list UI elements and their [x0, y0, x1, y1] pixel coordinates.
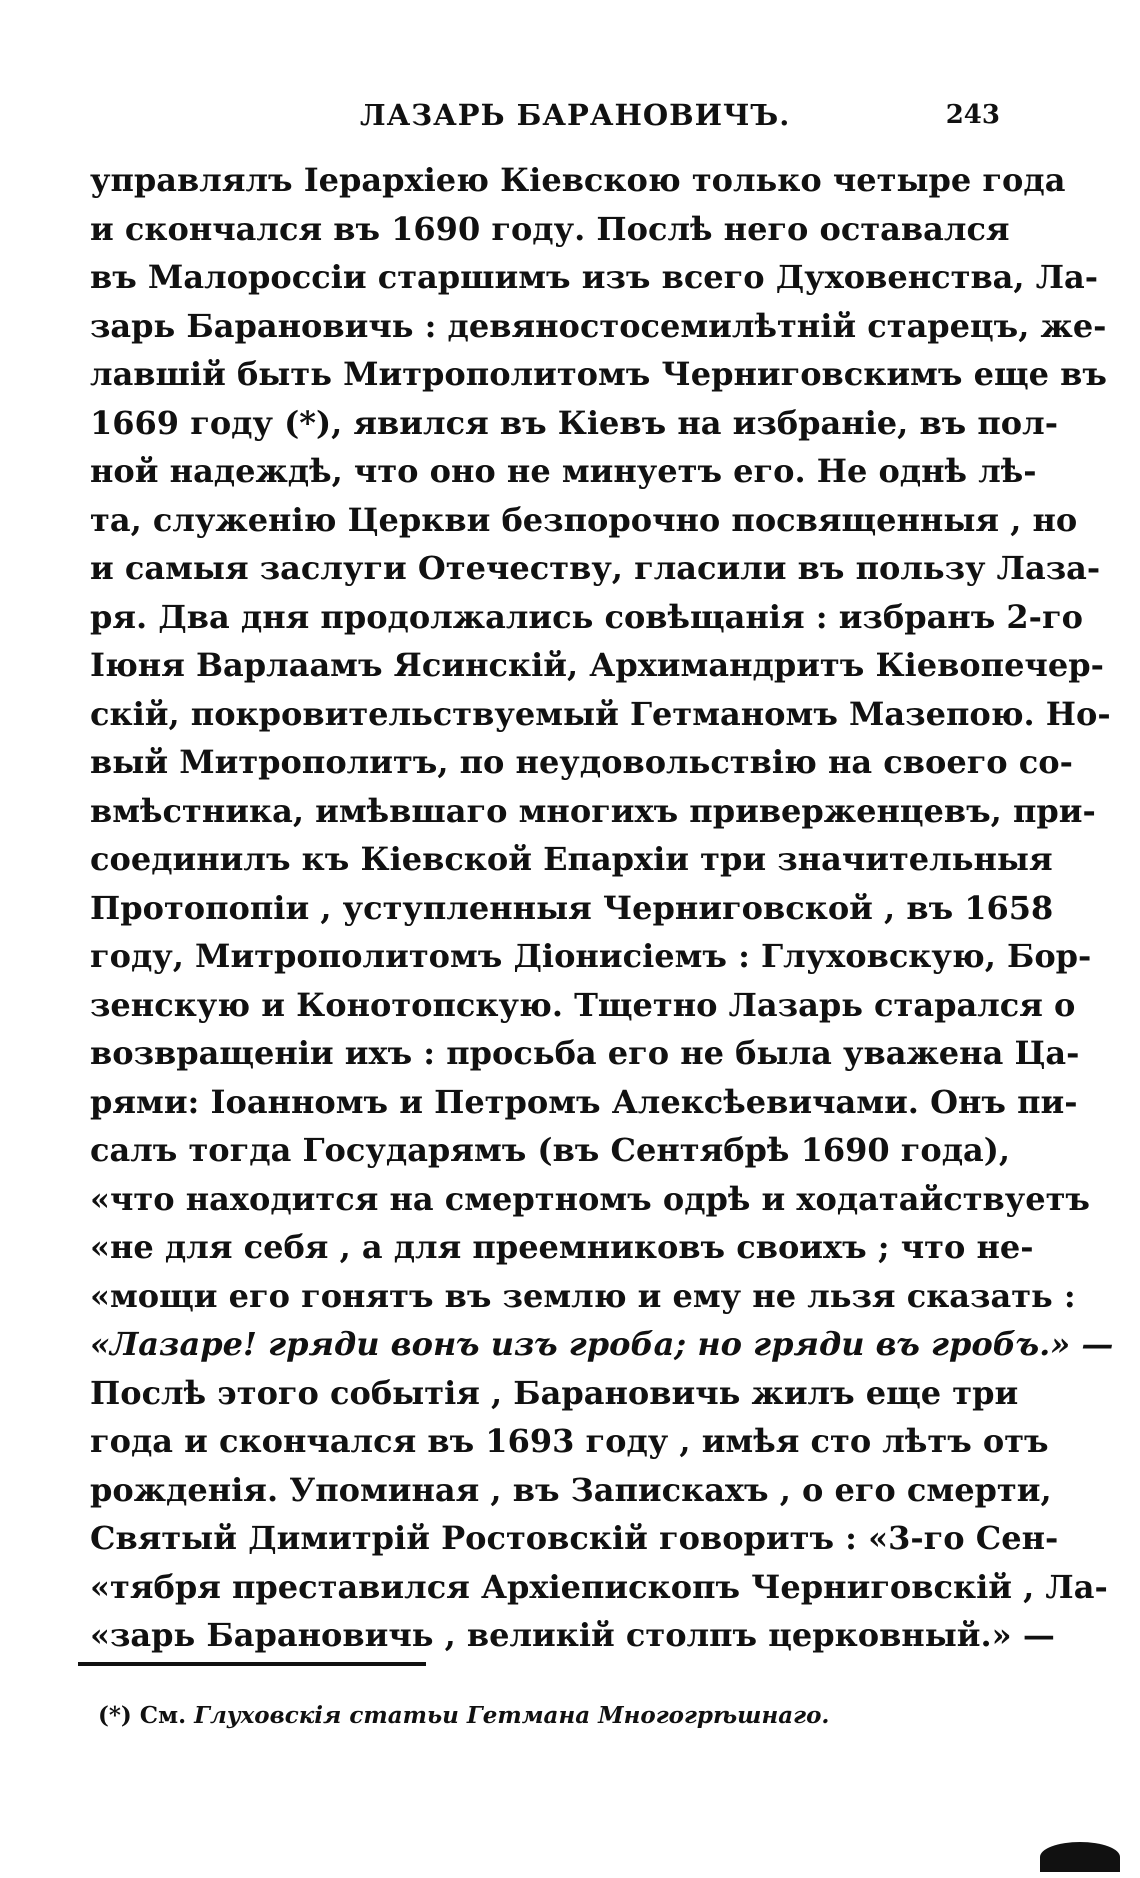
running-head: [90, 98, 1000, 138]
text-line: вый Митрополитъ, по неудовольствію на своего со-: [90, 743, 1073, 781]
text-line: Іюня Варлаамъ Ясинскій, Архимандритъ Кіевопечер-: [90, 646, 1104, 684]
text-line: скій, покровительствуемый Гетманомъ Мазепою. Но-: [90, 694, 1111, 733]
text-line: рями: Іоанномъ и Петромъ Алексѣевичами. Онъ пи-: [90, 1082, 1078, 1121]
ink-blot: [1040, 1842, 1120, 1872]
text-line: «мощи его гонятъ въ землю и ему не льзя сказать :: [90, 1276, 1076, 1315]
text-line: «что находится на смертномъ одрѣ и ходатайствуетъ: [90, 1179, 1090, 1218]
text-line: и скончался въ 1690 году. Послѣ него оставался: [90, 209, 1010, 248]
text-line: «тября преставился Архіепископъ Черниговскій , Ла-: [90, 1567, 1108, 1606]
text-line: Святый Димитрій Ростовскій говоритъ : «3-го Сен-: [90, 1519, 1059, 1557]
text-line: ря. Два дня продолжались совѣщанія : избранъ 2-го: [90, 597, 1083, 636]
body-text: [90, 156, 1114, 1660]
text-line: лавшій быть Митрополитомъ Черниговскимъ еще въ: [90, 355, 1107, 393]
text-line: году, Митрополитомъ Діонисіемъ : Глуховскую, Бор-: [90, 937, 1092, 975]
footnote-text: Глуховскія статьи Гетмана Многогрѣшнаго.: [194, 1702, 830, 1729]
text-line: соединилъ къ Кіевской Епархіи три значительныя: [90, 840, 1053, 878]
text-line: салъ тогда Государямъ (въ Сентябрѣ 1690 года),: [90, 1131, 1011, 1169]
text-line: зарь Барановичь : девяностосемилѣтній старецъ, же-: [90, 306, 1107, 345]
text-line: «зарь Барановичь , великій столпъ церковный.» —: [90, 1616, 1055, 1654]
text-line: рожденія. Упоминая , въ Запискахъ , о его смерти,: [90, 1470, 1052, 1509]
text-line: и самыя заслуги Отечеству, гласили въ пользу Лаза-: [90, 549, 1101, 587]
text-line: Послѣ этого событія , Барановичь жилъ еще три: [90, 1373, 1019, 1412]
footnote-rule: [78, 1662, 426, 1666]
page-number: 243: [945, 100, 1000, 130]
text-line-quote: «Лазаре! гряди вонъ изъ гроба; но гряди въ гробъ.» —: [90, 1325, 1114, 1363]
text-line: года и скончался въ 1693 году , имѣя сто лѣтъ отъ: [90, 1422, 1049, 1460]
text-line: 1669 году (*), явился въ Кіевъ на избраніе, въ пол-: [90, 403, 1058, 442]
text-line: въ Малороссіи старшимъ изъ всего Духовенства, Ла-: [90, 258, 1098, 296]
text-line: возвращеніи ихъ : просьба его не была уважена Ца-: [90, 1034, 1080, 1072]
text-line: Протопопіи , уступленныя Черниговской , въ 1658: [90, 888, 1054, 927]
text-line: зенскую и Конотопскую. Тщетно Лазарь старался о: [90, 985, 1076, 1024]
footnote: [98, 1702, 829, 1729]
footnote-marker: (*) См.: [98, 1702, 187, 1729]
text-line: ной надеждѣ, что оно не минуетъ его. Не однѣ лѣ-: [90, 452, 1037, 490]
text-line: управлялъ Іерархіею Кіевскою только четыре года: [90, 161, 1066, 199]
text-line: вмѣстника, имѣвшаго многихъ приверженцевъ, при-: [90, 791, 1096, 830]
text-line: та, служенію Церкви безпорочно посвященныя , но: [90, 500, 1078, 539]
running-title: ЛАЗАРЬ БАРАНОВИЧЪ.: [360, 98, 791, 132]
text-line: «не для себя , а для преемниковъ своихъ ; что не-: [90, 1228, 1034, 1266]
